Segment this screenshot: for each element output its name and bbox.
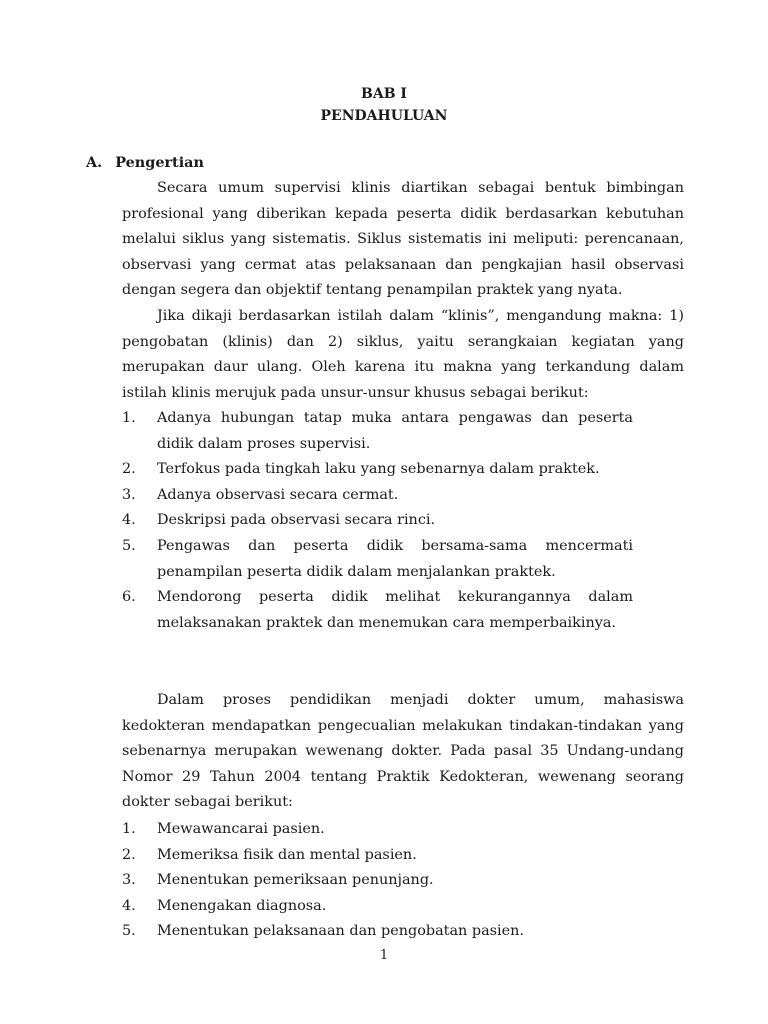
chapter-title: PENDAHULUAN — [320, 108, 448, 124]
list-item-number: 6. — [122, 589, 136, 606]
list-item-number: 4. — [122, 897, 136, 914]
list-item — [122, 919, 684, 945]
list-item-number: 3. — [122, 486, 136, 503]
list-item — [122, 894, 684, 920]
list-item-text: Menentukan pemeriksaan penunjang. — [157, 872, 434, 889]
paragraph-1: Secara umum supervisi klinis diartikan sebagai bentuk bimbingan profesional yang diberikan kepada peserta didik berdasarkan kebutuhan melalui siklus yang sistematis. Siklus sistematis ini meliputi: perencanaan, observasi yang cermat atas pelaksanaan dan pengkajian hasil observasi dengan segera dan objektif tentang penampilan praktek yang nyata. — [122, 180, 684, 299]
section-heading-text: Pengertian — [115, 154, 204, 171]
list-item-number: 3. — [122, 872, 136, 889]
list-item — [122, 817, 684, 843]
list-item-number: 5. — [122, 537, 136, 554]
list-item — [122, 406, 633, 457]
list-item-text: Menengakan diagnosa. — [157, 897, 327, 914]
list-item-text: Menentukan pelaksanaan dan pengobatan pasien. — [157, 923, 525, 940]
paragraph-3: Dalam proses pendidikan menjadi dokter umum, mahasiswa kedokteran mendapatkan pengecualian melakukan tindakan-tindakan yang sebenarnya merupakan wewenang dokter. Pada pasal 35 Undang-undang Nomor 29 Tahun 2004 tentang Praktik Kedokteran, wewenang seorang dokter sebagai berikut: — [122, 692, 684, 811]
list-item — [122, 843, 684, 869]
list-item — [122, 508, 633, 534]
list-item-text: Deskripsi pada observasi secara rinci. — [157, 512, 436, 529]
section-heading — [86, 154, 204, 171]
paragraph-2: Jika dikaji berdasarkan istilah dalam “klinis”, mengandung makna: 1) pengobatan (klinis) dan 2) siklus, yaitu serangkaian kegiatan yang merupakan daur ulang. Oleh karena itu makna yang terkandung dalam istilah klinis merujuk pada unsur-unsur khusus sebagai berikut: — [122, 308, 684, 401]
list-item-text: Pengawas dan peserta didik bersama-sama mencermati penampilan peserta didik dalam menjalankan praktek. — [157, 537, 633, 580]
list-item-text: Adanya observasi secara cermat. — [157, 486, 399, 503]
list-item-text: Mendorong peserta didik melihat kekurangannya dalam melaksanakan praktek dan menemukan cara memperbaikinya. — [157, 589, 633, 631]
list-item-text: Memeriksa fisik dan mental pasien. — [157, 846, 417, 863]
page-number: 1 — [379, 948, 389, 963]
list-item-number: 2. — [122, 846, 136, 863]
list-item — [122, 585, 633, 636]
list-item — [122, 534, 633, 585]
list-item-number: 4. — [122, 512, 136, 529]
section-label: A. — [86, 154, 103, 171]
list-item-number: 5. — [122, 923, 136, 940]
list-item-text: Mewawancarai pasien. — [157, 821, 325, 837]
doctor-authority-list — [122, 817, 684, 945]
list-item — [122, 483, 633, 509]
chapter-label: BAB I — [361, 86, 407, 102]
clinical-elements-list — [122, 406, 633, 636]
list-item-number: 1. — [122, 410, 136, 426]
list-item-text: Adanya hubungan tatap muka antara pengawas dan peserta didik dalam proses supervisi. — [157, 410, 633, 452]
list-item — [122, 457, 633, 483]
list-item-number: 1. — [122, 821, 136, 837]
list-item — [122, 868, 684, 894]
list-item-number: 2. — [122, 461, 136, 478]
list-item-text: Terfokus pada tingkah laku yang sebenarnya dalam praktek. — [157, 461, 600, 478]
